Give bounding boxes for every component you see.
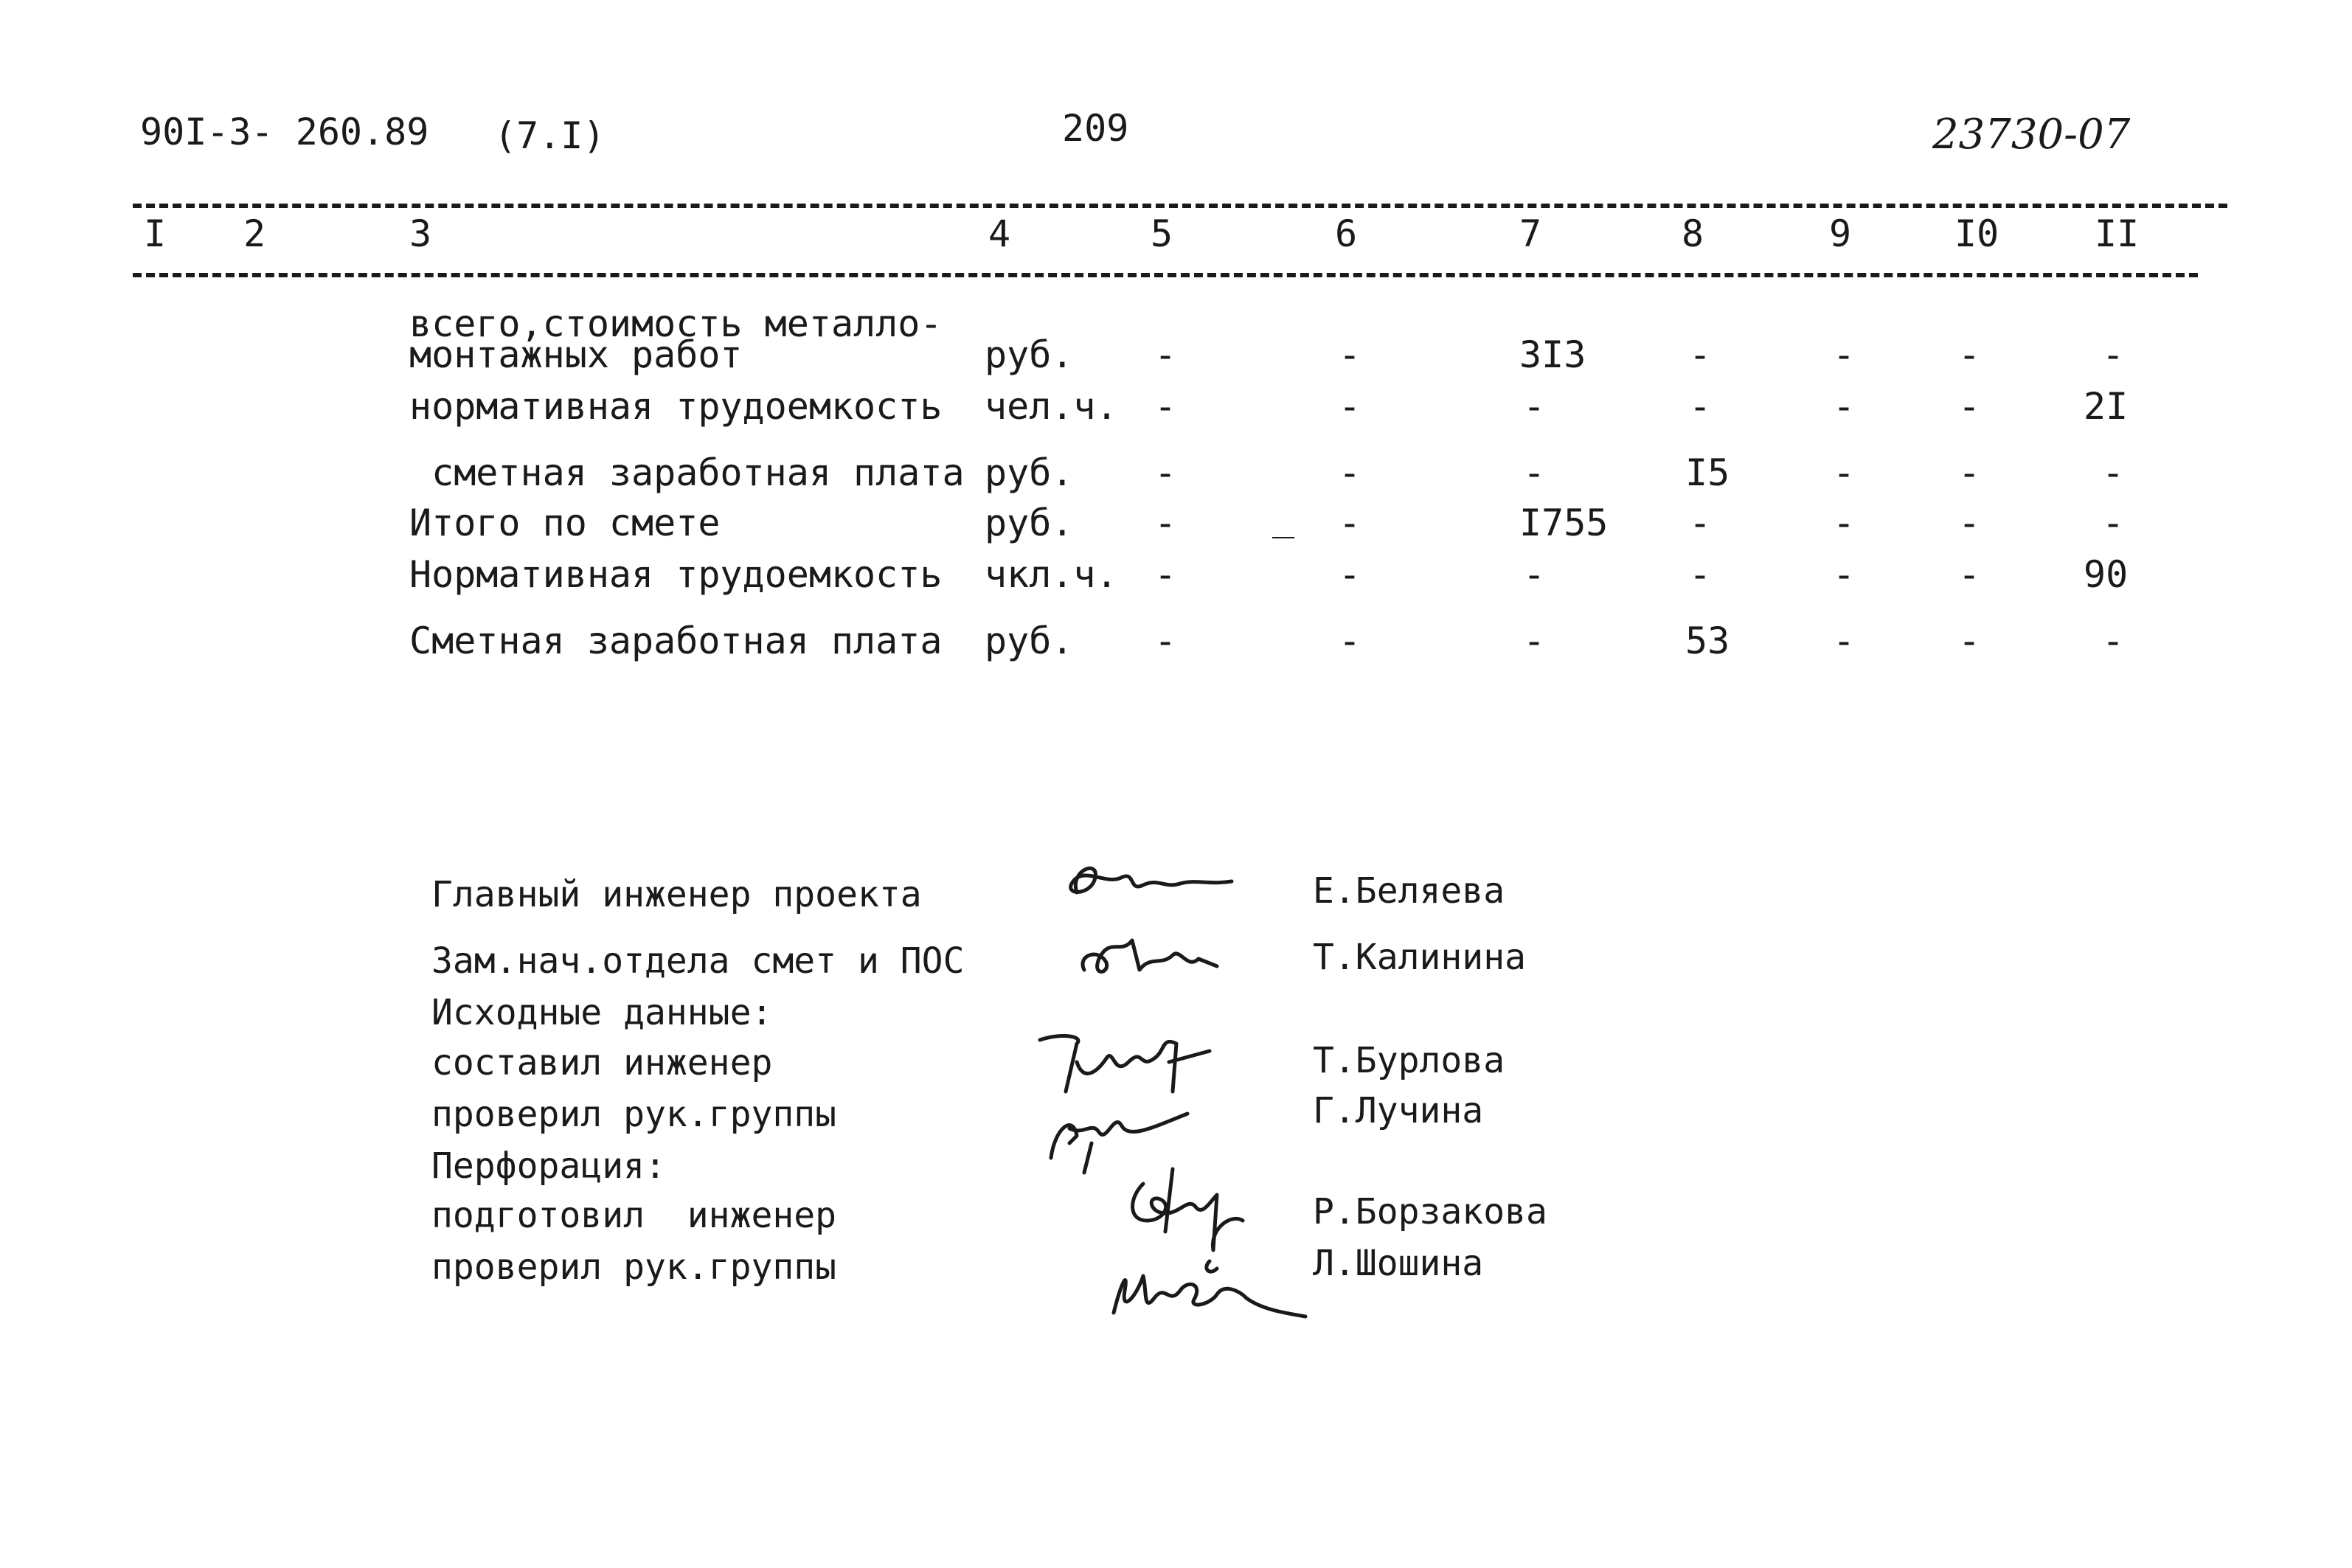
column-number: 7 bbox=[1519, 212, 1542, 255]
column-number: II bbox=[2095, 212, 2140, 255]
cell-col9: - bbox=[1833, 553, 1856, 596]
cell-col6: - bbox=[1339, 333, 1361, 376]
cell-col9: - bbox=[1833, 333, 1856, 376]
cell-col8: - bbox=[1689, 385, 1712, 428]
row-name-line2: монтажных работ bbox=[409, 333, 743, 376]
cell-col10: - bbox=[1958, 333, 1981, 376]
prepared-by-name: Р.Борзакова bbox=[1313, 1191, 1547, 1232]
cell-col8: - bbox=[1689, 553, 1712, 596]
row-name: Итого по смете bbox=[409, 502, 721, 544]
cell-col11: - bbox=[2102, 502, 2125, 544]
section-number: (7.I) bbox=[494, 114, 606, 157]
cell-col8: - bbox=[1689, 502, 1712, 544]
cell-col6: - bbox=[1339, 620, 1361, 662]
table-header-bottom-rule bbox=[133, 273, 2198, 277]
table-row bbox=[0, 620, 2352, 671]
signature-shoshina bbox=[1099, 1246, 1313, 1328]
chief-engineer-name: Е.Беляева bbox=[1313, 870, 1505, 912]
row-unit: руб. bbox=[985, 620, 1074, 662]
column-number: 2 bbox=[243, 212, 266, 255]
checked-by-label: проверил рук.группы bbox=[431, 1094, 837, 1135]
deputy-head-name: Т.Калинина bbox=[1313, 937, 1526, 978]
cell-col8: 53 bbox=[1685, 620, 1730, 662]
cell-col5: - bbox=[1154, 451, 1177, 494]
cell-col5: - bbox=[1154, 620, 1177, 662]
row-unit: руб. bbox=[985, 451, 1074, 494]
cell-col9: - bbox=[1833, 620, 1856, 662]
cell-col7: 3I3 bbox=[1519, 333, 1586, 376]
perforation-heading: Перфорация: bbox=[431, 1145, 666, 1187]
cell-col10: - bbox=[1958, 451, 1981, 494]
cell-col8: I5 bbox=[1685, 451, 1730, 494]
chief-engineer-label: Главный инженер проекта bbox=[431, 874, 922, 915]
cell-col7: - bbox=[1523, 553, 1546, 596]
cell-col9: - bbox=[1833, 451, 1856, 494]
row-unit: руб. bbox=[985, 502, 1074, 544]
cell-col6: - bbox=[1339, 451, 1361, 494]
column-number: I bbox=[144, 212, 167, 255]
cell-col11: - bbox=[2102, 451, 2125, 494]
cell-col7: - bbox=[1523, 620, 1546, 662]
cell-col10: - bbox=[1958, 385, 1981, 428]
cell-col5: - bbox=[1154, 333, 1177, 376]
column-number: 6 bbox=[1335, 212, 1358, 255]
row-name: сметная заработная плата bbox=[409, 451, 965, 494]
table-row bbox=[0, 553, 2352, 605]
checked-by-label-2: проверил рук.группы bbox=[431, 1246, 837, 1288]
cell-col8: - bbox=[1689, 333, 1712, 376]
signature-beliaeva bbox=[1055, 856, 1246, 915]
cell-col6: - bbox=[1339, 385, 1361, 428]
archive-number: 23730-07 bbox=[1932, 111, 2131, 159]
row-name: нормативная трудоемкость bbox=[409, 385, 943, 428]
cell-col7: I755 bbox=[1519, 502, 1609, 544]
cell-col9: - bbox=[1833, 385, 1856, 428]
cell-col10: - bbox=[1958, 553, 1981, 596]
column-number: 4 bbox=[988, 212, 1011, 255]
cell-col11: 2I bbox=[2084, 385, 2129, 428]
signature-kalinina bbox=[1069, 926, 1232, 992]
prepared-by-label: подготовил инженер bbox=[431, 1195, 837, 1236]
cell-col5: - bbox=[1154, 502, 1177, 544]
column-number: 5 bbox=[1151, 212, 1173, 255]
checked-by-name-2: Л.Шошина bbox=[1313, 1243, 1484, 1284]
row-unit: чкл.ч. bbox=[985, 553, 1118, 596]
table-row bbox=[0, 451, 2352, 503]
cell-col6: - bbox=[1339, 502, 1361, 544]
row-name: Нормативная трудоемкость bbox=[409, 553, 943, 596]
column-number: 3 bbox=[409, 212, 432, 255]
cell-col6: - bbox=[1339, 553, 1361, 596]
cell-col11: - bbox=[2102, 333, 2125, 376]
column-number: 9 bbox=[1829, 212, 1852, 255]
cell-col7: - bbox=[1523, 451, 1546, 494]
compiled-by-name: Т.Бурлова bbox=[1313, 1040, 1505, 1081]
cell-col10: - bbox=[1958, 502, 1981, 544]
stray-mark: _ bbox=[1272, 496, 1295, 538]
row-unit: руб. bbox=[985, 333, 1074, 376]
cell-col5: - bbox=[1154, 385, 1177, 428]
deputy-head-label: Зам.нач.отдела смет и ПОС bbox=[431, 940, 965, 982]
signature-burlova bbox=[1033, 1018, 1224, 1106]
row-name: Сметная заработная плата bbox=[409, 620, 943, 662]
checked-by-name: Г.Лучина bbox=[1313, 1090, 1484, 1131]
row-name-line1: всего,стоимость металло- bbox=[409, 302, 943, 345]
row-unit: чел.ч. bbox=[985, 385, 1118, 428]
table-row bbox=[0, 385, 2352, 437]
cell-col7: - bbox=[1523, 385, 1546, 428]
compiled-by-label: составил инженер bbox=[431, 1042, 773, 1083]
cell-col5: - bbox=[1154, 553, 1177, 596]
table-row bbox=[0, 496, 2352, 553]
cell-col9: - bbox=[1833, 502, 1856, 544]
cell-col11: 90 bbox=[2084, 553, 2129, 596]
cell-col11: - bbox=[2102, 620, 2125, 662]
table-header-top-rule bbox=[133, 204, 2227, 208]
document-code: 90I-3- 260.89 bbox=[140, 111, 429, 153]
table-row bbox=[0, 302, 2352, 384]
column-number: 8 bbox=[1682, 212, 1704, 255]
source-data-heading: Исходные данные: bbox=[431, 992, 773, 1033]
page-number: 209 bbox=[1062, 107, 1129, 150]
column-number: I0 bbox=[1954, 212, 1999, 255]
cell-col10: - bbox=[1958, 620, 1981, 662]
